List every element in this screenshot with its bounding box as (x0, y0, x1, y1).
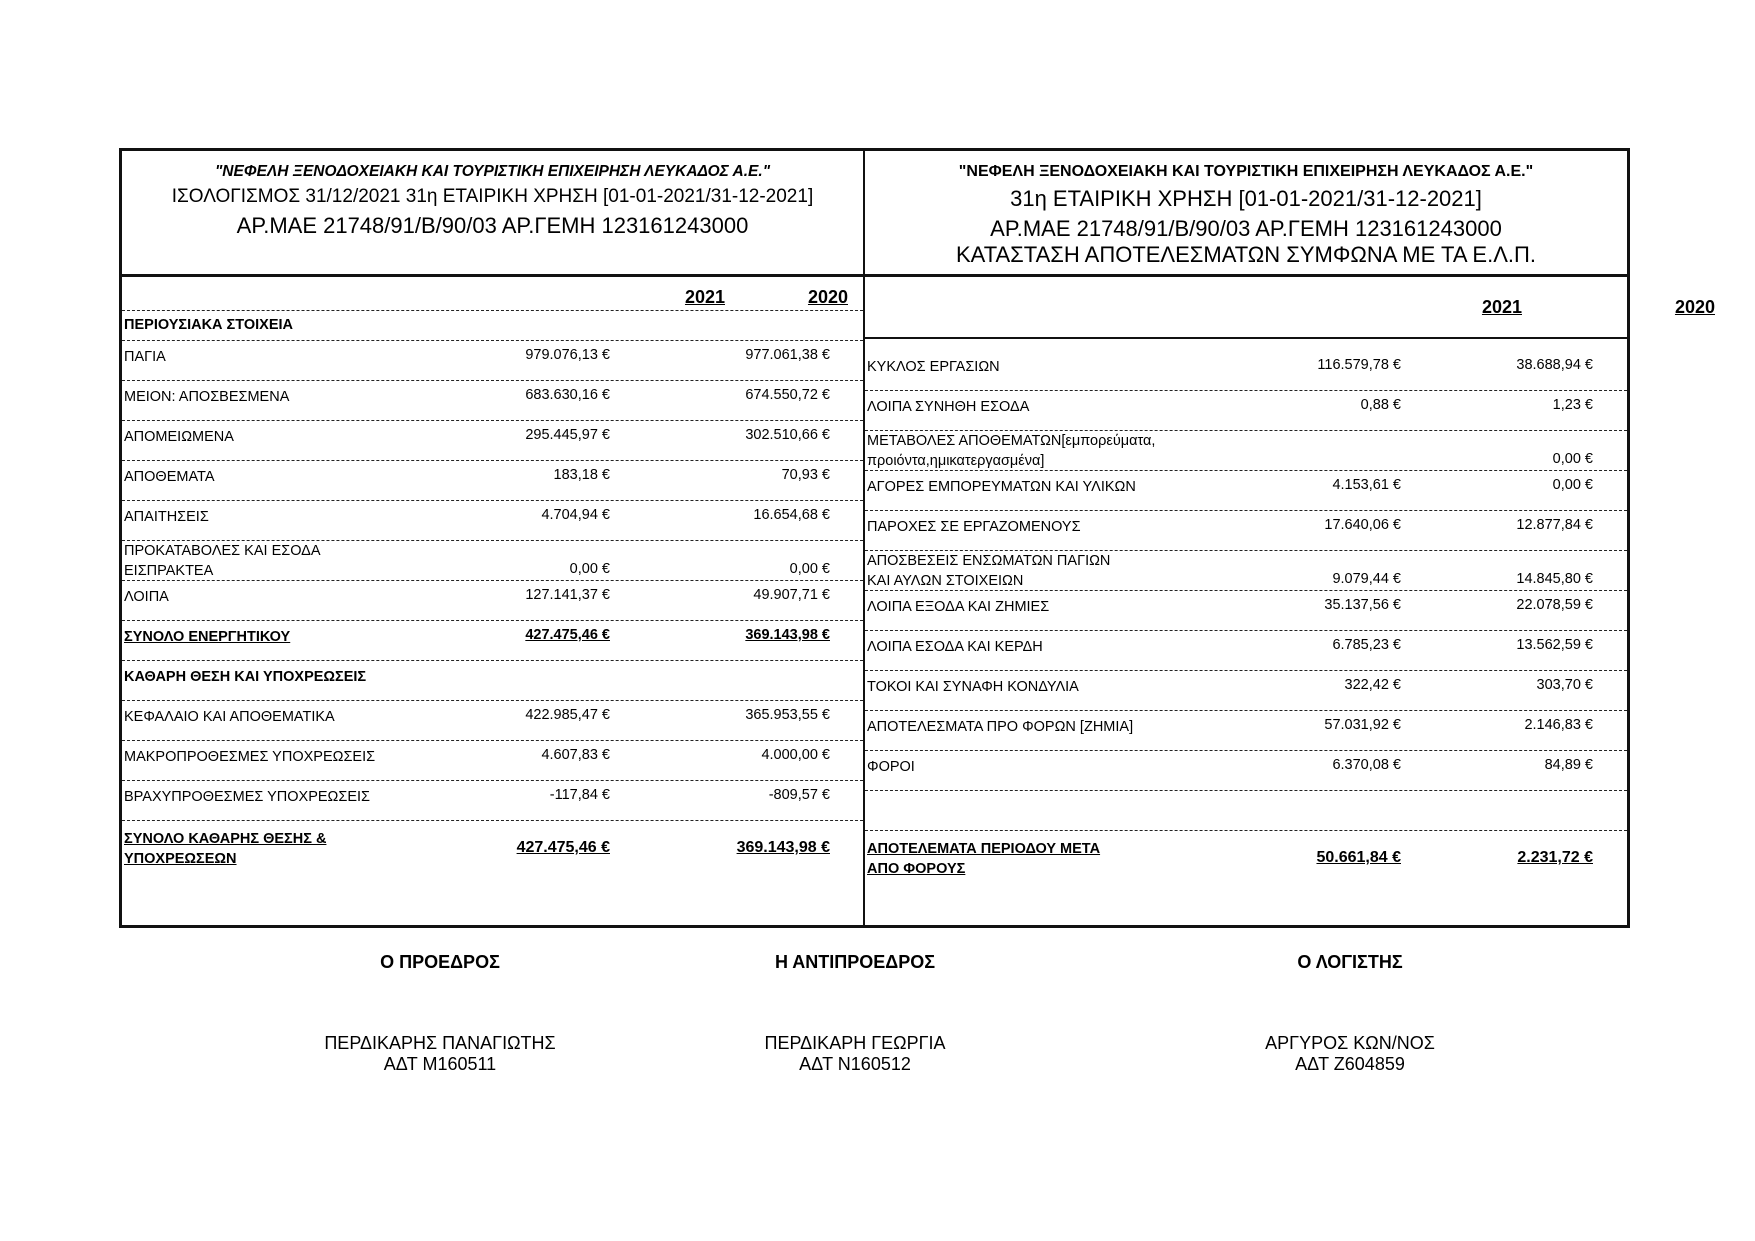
income-row (865, 471, 1627, 511)
value-2021: 17.640,06 € (1324, 517, 1401, 533)
income-row (865, 339, 1627, 391)
value-2020: 977.061,38 € (745, 347, 830, 363)
registry-numbers: ΑΡ.ΜΑΕ 21748/91/Β/90/03 ΑΡ.ΓΕΜΗ 123161243000 (236, 213, 749, 238)
row-label: ΑΠΟΤΕΛΕΣΜΑΤΑ ΠΡΟ ΦΟΡΩΝ [ΖΗΜΙΑ] (867, 719, 1134, 735)
value-2021: 4.607,83 € (541, 747, 610, 763)
income-row (865, 391, 1627, 431)
value-2020: 365.953,55 € (745, 707, 830, 723)
total-2020: 369.143,98 € (736, 839, 830, 856)
value-2021: -117,84 € (549, 787, 610, 803)
value-2021: 683.630,16 € (525, 387, 610, 403)
signature-president (260, 952, 620, 1075)
value-2020: 16.654,68 € (753, 507, 830, 523)
row-label: ΚΑΘΑΡΗ ΘΕΣΗ ΚΑΙ ΥΠΟΧΡΕΩΣΕΙΣ (124, 669, 367, 685)
balance-row (122, 421, 863, 461)
signature-accountant (1170, 952, 1530, 1075)
value-2021: 183,18 € (553, 467, 610, 483)
balance-row (122, 781, 863, 821)
total-label: ΣΥΝΟΛΟ ΚΑΘΑΡΗΣ ΘΕΣΗΣ & ΥΠΟΧΡΕΩΣΕΩΝ (124, 831, 327, 867)
value-2020: 2.146,83 € (1524, 717, 1593, 733)
value-2021: 422.985,47 € (525, 707, 610, 723)
income-row (865, 671, 1627, 711)
value-2021: 9.079,44 € (1332, 571, 1401, 587)
row-label: ΑΠΟΜΕΙΩΜΕΝΑ (124, 429, 234, 445)
signature-id: ΑΔΤ Ν160512 (799, 1054, 911, 1074)
row-label: ΛΟΙΠΑ ΕΞΟΔΑ ΚΑΙ ΖΗΜΙΕΣ (867, 599, 1050, 615)
registry-numbers: ΑΡ.ΜΑΕ 21748/91/Β/90/03 ΑΡ.ΓΕΜΗ 123161243000 (990, 216, 1502, 241)
statements-frame (119, 148, 1715, 928)
value-2020: 0,00 € (1552, 451, 1593, 467)
year-2021-header: 2021 (684, 287, 725, 307)
total-2020: 2.231,72 € (1517, 849, 1593, 866)
income-row (865, 791, 1627, 831)
signature-title: Η ΑΝΤΙΠΡΟΕΔΡΟΣ (774, 952, 936, 972)
value-2020: 84,89 € (1544, 757, 1593, 773)
income-statement-title: ΚΑΤΑΣΤΑΣΗ ΑΠΟΤΕΛΕΣΜΑΤΩΝ ΣΥΜΦΩΝΑ ΜΕ ΤΑ Ε.Λ.Π. (955, 242, 1536, 267)
row-label: ΛΟΙΠΑ (124, 589, 169, 605)
balance-row (122, 661, 863, 701)
income-total-row (865, 833, 1627, 893)
balance-total-row (122, 823, 863, 883)
row-label: ΜΕΙΟΝ: ΑΠΟΣΒΕΣΜΕΝΑ (124, 389, 290, 405)
income-row (865, 551, 1627, 591)
value-2021: 295.445,97 € (525, 427, 610, 443)
value-2021: 0,88 € (1360, 397, 1401, 413)
left-year-row (122, 277, 863, 311)
value-2021: 35.137,56 € (1324, 597, 1401, 613)
balance-row (122, 341, 863, 381)
year-2020-header: 2020 (1674, 297, 1715, 317)
income-row (865, 751, 1627, 791)
signature-name: ΠΕΡΔΙΚΑΡΗ ΓΕΩΡΓΙΑ (764, 1033, 946, 1053)
signature-id: ΑΔΤ Ζ604859 (1295, 1054, 1405, 1074)
total-2021: 50.661,84 € (1316, 849, 1401, 866)
row-label: ΠΡΟΚΑΤΑΒΟΛΕΣ ΚΑΙ ΕΣΟΔΑ ΕΙΣΠΡΑΚΤΕΑ (124, 543, 321, 579)
balance-sheet-header (122, 151, 863, 277)
signature-title: Ο ΠΡΟΕΔΡΟΣ (380, 952, 500, 972)
value-2021: 116.579,78 € (1317, 357, 1401, 373)
value-2020: 49.907,71 € (753, 587, 830, 603)
row-label: ΛΟΙΠΑ ΕΣΟΔΑ ΚΑΙ ΚΕΡΔΗ (867, 639, 1043, 655)
value-2021: 127.141,37 € (525, 587, 610, 603)
value-2020: 12.877,84 € (1516, 517, 1593, 533)
income-row (865, 631, 1627, 671)
row-label: ΜΑΚΡΟΠΡΟΘΕΣΜΕΣ ΥΠΟΧΡΕΩΣΕΙΣ (124, 749, 376, 765)
balance-sheet-title: ΙΣΟΛΟΓΙΣΜΟΣ 31/12/2021 31η ΕΤΑΙΡΙΚΗ ΧΡΗΣΗ [01-01-2021/31-12-2021] (171, 186, 814, 207)
value-2021: 4.153,61 € (1332, 477, 1401, 493)
income-row (865, 431, 1627, 471)
value-2021: 57.031,92 € (1324, 717, 1401, 733)
row-label: ΠΑΓΙΑ (124, 349, 166, 365)
value-2021: 6.785,23 € (1332, 637, 1401, 653)
fiscal-year: 31η ΕΤΑΙΡΙΚΗ ΧΡΗΣΗ [01-01-2021/31-12-2021] (1010, 186, 1482, 211)
income-row (865, 511, 1627, 551)
row-label: ΚΕΦΑΛΑΙΟ ΚΑΙ ΑΠΟΘΕΜΑΤΙΚΑ (124, 709, 335, 725)
row-label: ΑΠΟΣΒΕΣΕΙΣ ΕΝΣΩΜΑΤΩΝ ΠΑΓΙΩΝ ΚΑΙ ΑΥΛΩΝ ΣΤΟΙΧΕΙΩΝ (867, 553, 1111, 589)
value-2020: 369.143,98 € (745, 627, 830, 643)
signature-id: ΑΔΤ Μ160511 (383, 1054, 497, 1074)
row-label: ΤΟΚΟΙ ΚΑΙ ΣΥΝΑΦΗ ΚΟΝΔΥΛΙΑ (867, 679, 1079, 695)
row-label: ΣΥΝΟΛΟ ΕΝΕΡΓΗΤΙΚΟΥ (124, 629, 291, 645)
row-label: ΛΟΙΠΑ ΣΥΝΗΘΗ ΕΣΟΔΑ (867, 399, 1030, 415)
signature-vice-president (675, 952, 1035, 1075)
row-label: ΑΠΟΘΕΜΑΤΑ (124, 469, 215, 485)
income-statement-header (865, 151, 1627, 277)
balance-row (122, 741, 863, 781)
signature-name: ΑΡΓΥΡΟΣ ΚΩΝ/ΝΟΣ (1265, 1033, 1435, 1053)
value-2021: 322,42 € (1344, 677, 1401, 693)
signature-name: ΠΕΡΔΙΚΑΡΗΣ ΠΑΝΑΓΙΩΤΗΣ (324, 1033, 556, 1053)
signature-title: Ο ΛΟΓΙΣΤΗΣ (1297, 952, 1403, 972)
year-2020-header: 2020 (807, 287, 848, 307)
balance-row (122, 461, 863, 501)
value-2020: 13.562,59 € (1516, 637, 1593, 653)
value-2020: 38.688,94 € (1516, 357, 1593, 373)
balance-row (122, 701, 863, 741)
total-label: ΑΠΟΤΕΛΕΜΑΤΑ ΠΕΡΙΟΔΟΥ ΜΕΤΑ ΑΠΟ ΦΟΡΟΥΣ (867, 841, 1101, 877)
row-label: ΑΓΟΡΕΣ ΕΜΠΟΡΕΥΜΑΤΩΝ ΚΑΙ ΥΛΙΚΩΝ (867, 479, 1136, 495)
value-2021: 427.475,46 € (525, 627, 610, 643)
balance-row (122, 621, 863, 661)
value-2020: 0,00 € (1552, 477, 1593, 493)
value-2021: 4.704,94 € (541, 507, 610, 523)
value-2020: 302.510,66 € (745, 427, 830, 443)
balance-row (122, 581, 863, 621)
row-label: ΒΡΑΧΥΠΡΟΘΕΣΜΕΣ ΥΠΟΧΡΕΩΣΕΙΣ (124, 789, 370, 805)
value-2020: 303,70 € (1536, 677, 1593, 693)
value-2020: 70,93 € (781, 467, 830, 483)
value-2020: -809,57 € (768, 787, 830, 803)
row-label: ΠΕΡΙΟΥΣΙΑΚΑ ΣΤΟΙΧΕΙΑ (124, 317, 294, 333)
value-2020: 1,23 € (1552, 397, 1593, 413)
row-label: ΜΕΤΑΒΟΛΕΣ ΑΠΟΘΕΜΑΤΩΝ[εμπορεύματα, προιόντα,ημικατεργασμένα] (867, 433, 1156, 469)
row-label: ΑΠΑΙΤΗΣΕΙΣ (124, 509, 209, 525)
balance-row (122, 381, 863, 421)
balance-row (122, 541, 863, 581)
balance-row (122, 501, 863, 541)
company-name: "ΝΕΦΕΛΗ ΞΕΝΟΔΟΧΕΙΑΚΗ ΚΑΙ ΤΟΥΡΙΣΤΙΚΗ ΕΠΙΧΕΙΡΗΣΗ ΛΕΥΚΑΔΟΣ Α.Ε." (214, 163, 771, 180)
balance-row (122, 311, 863, 341)
year-2021-header: 2021 (1481, 297, 1522, 317)
value-2020: 4.000,00 € (761, 747, 830, 763)
value-2020: 0,00 € (789, 561, 830, 577)
income-row (865, 711, 1627, 751)
row-label: ΚΥΚΛΟΣ ΕΡΓΑΣΙΩΝ (867, 359, 1000, 375)
row-label: ΠΑΡΟΧΕΣ ΣΕ ΕΡΓΑΖΟΜΕΝΟΥΣ (867, 519, 1081, 535)
value-2021: 6.370,08 € (1332, 757, 1401, 773)
company-name: "ΝΕΦΕΛΗ ΞΕΝΟΔΟΧΕΙΑΚΗ ΚΑΙ ΤΟΥΡΙΣΤΙΚΗ ΕΠΙΧΕΙΡΗΣΗ ΛΕΥΚΑΔΟΣ Α.Ε." (958, 163, 1534, 180)
total-2021: 427.475,46 € (516, 839, 610, 856)
value-2021: 979.076,13 € (525, 347, 610, 363)
value-2020: 674.550,72 € (745, 387, 830, 403)
income-row (865, 591, 1627, 631)
row-label: ΦΟΡΟΙ (867, 759, 915, 775)
value-2021: 0,00 € (569, 561, 610, 577)
value-2020: 14.845,80 € (1516, 571, 1593, 587)
value-2020: 22.078,59 € (1516, 597, 1593, 613)
